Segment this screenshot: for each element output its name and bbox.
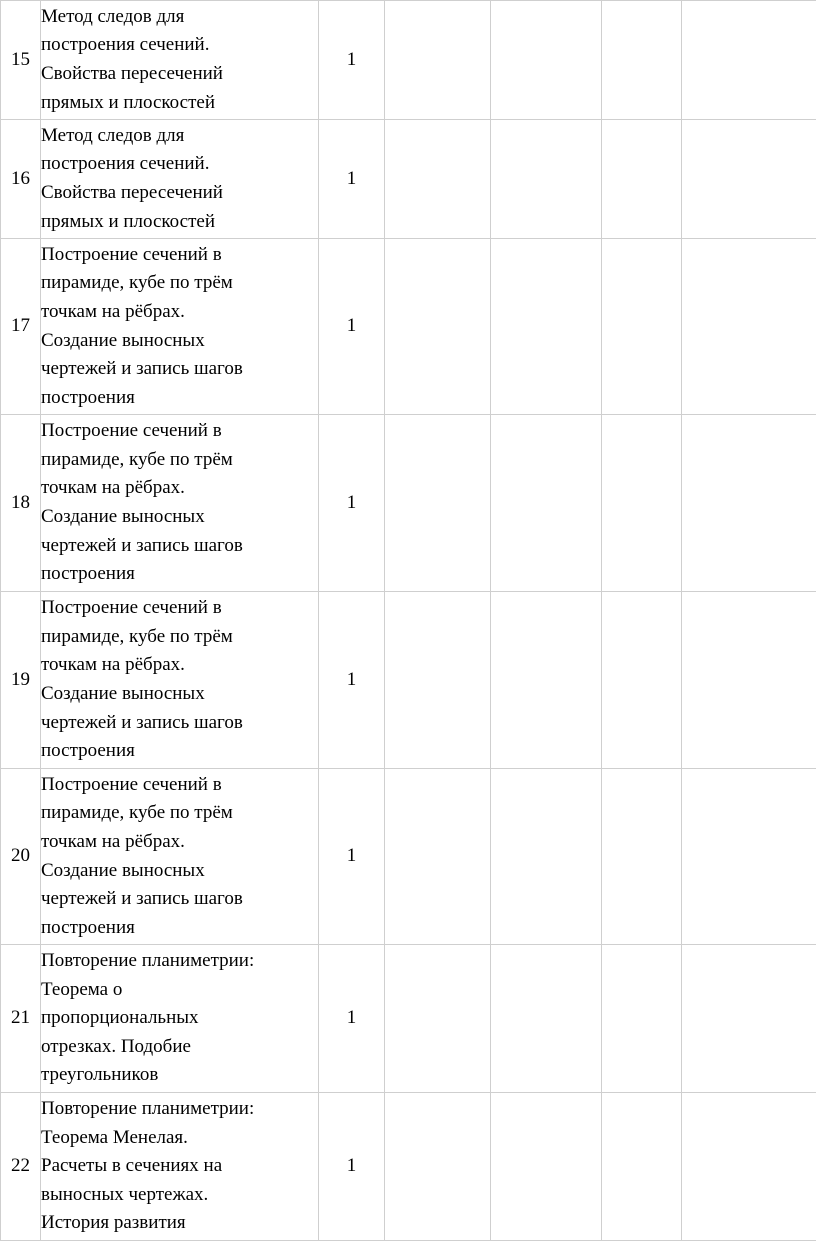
- table-row: [1, 769, 816, 945]
- lesson-topic-line: Создание выносных: [41, 329, 205, 351]
- lesson-hours: 1: [319, 1093, 385, 1241]
- lesson-topic-line: построения: [41, 740, 135, 762]
- lesson-topic-line: Построение сечений в: [41, 597, 222, 619]
- lesson-topic: [41, 1, 319, 120]
- notes-cell: [602, 769, 682, 945]
- lesson-topic-line: пирамиде, кубе по трём: [41, 272, 233, 294]
- planned-date-cell: [385, 945, 491, 1093]
- lesson-topic-line: Построение сечений в: [41, 243, 222, 265]
- lesson-topic-line: треугольников: [41, 1064, 159, 1086]
- lesson-topic-line: точкам на рёбрах.: [41, 654, 185, 676]
- planned-date-cell: [385, 1093, 491, 1241]
- lesson-topic: [41, 1093, 319, 1241]
- actual-date-cell: [491, 120, 602, 239]
- extra-cell: [682, 239, 816, 415]
- lesson-number: 21: [1, 945, 41, 1093]
- lesson-topic-line: пирамиде, кубе по трём: [41, 802, 233, 824]
- lesson-topic-line: прямых и плоскостей: [41, 91, 215, 113]
- lesson-topic-line: чертежей и запись шагов: [41, 358, 243, 380]
- lesson-topic-line: чертежей и запись шагов: [41, 711, 243, 733]
- lesson-hours: 1: [319, 1, 385, 120]
- lesson-number: 22: [1, 1093, 41, 1241]
- lesson-hours: 1: [319, 120, 385, 239]
- lesson-hours: 1: [319, 945, 385, 1093]
- lesson-topic-line: построения: [41, 563, 135, 585]
- table-row: [1, 415, 816, 592]
- lesson-topic-line: Построение сечений в: [41, 773, 222, 795]
- planned-date-cell: [385, 1, 491, 120]
- lesson-topic-line: Повторение планиметрии:: [41, 950, 255, 972]
- lesson-plan-body: [1, 1, 816, 1241]
- lesson-topic-line: Теорема о: [41, 978, 123, 1000]
- lesson-hours: 1: [319, 415, 385, 592]
- lesson-hours: 1: [319, 239, 385, 415]
- table-row: [1, 120, 816, 239]
- lesson-number: 20: [1, 769, 41, 945]
- lesson-topic: [41, 120, 319, 239]
- table-row: [1, 239, 816, 415]
- lesson-topic-line: Свойства пересечений: [41, 63, 223, 84]
- actual-date-cell: [491, 592, 602, 769]
- planned-date-cell: [385, 415, 491, 592]
- table-row: [1, 945, 816, 1093]
- lesson-topic-line: пирамиде, кубе по трём: [41, 448, 233, 470]
- lesson-number: 16: [1, 120, 41, 239]
- notes-cell: [602, 239, 682, 415]
- lesson-hours: 1: [319, 769, 385, 945]
- lesson-topic-line: Расчеты в сечениях на: [41, 1155, 223, 1177]
- actual-date-cell: [491, 1093, 602, 1241]
- actual-date-cell: [491, 415, 602, 592]
- lesson-topic-line: построения: [41, 386, 135, 408]
- extra-cell: [682, 415, 816, 592]
- lesson-topic-line: Свойства пересечений: [41, 182, 223, 203]
- lesson-topic-line: пропорциональных: [41, 1007, 199, 1029]
- extra-cell: [682, 1, 816, 120]
- actual-date-cell: [491, 769, 602, 945]
- notes-cell: [602, 120, 682, 239]
- lesson-topic-line: прямых и плоскостей: [41, 210, 215, 232]
- lesson-topic-line: построения сечений.: [41, 34, 210, 56]
- lesson-topic-line: Создание выносных: [41, 683, 205, 704]
- lesson-topic: [41, 415, 319, 592]
- planned-date-cell: [385, 769, 491, 945]
- table-row: [1, 1, 816, 120]
- lesson-topic-line: Создание выносных: [41, 506, 205, 527]
- extra-cell: [682, 945, 816, 1093]
- lesson-topic-line: чертежей и запись шагов: [41, 534, 243, 556]
- lesson-topic-line: Теорема Менелая.: [41, 1126, 188, 1148]
- planned-date-cell: [385, 239, 491, 415]
- planned-date-cell: [385, 120, 491, 239]
- lesson-topic: [41, 769, 319, 945]
- lesson-topic-line: выносных чертежах.: [41, 1183, 209, 1205]
- lesson-number: 17: [1, 239, 41, 415]
- lesson-topic-line: отрезках. Подобие: [41, 1035, 191, 1057]
- notes-cell: [602, 1093, 682, 1241]
- lesson-topic-line: История развития: [41, 1212, 186, 1234]
- notes-cell: [602, 592, 682, 769]
- lesson-topic: [41, 945, 319, 1093]
- notes-cell: [602, 1, 682, 120]
- lesson-topic: [41, 239, 319, 415]
- notes-cell: [602, 415, 682, 592]
- lesson-topic-line: Создание выносных: [41, 859, 205, 881]
- table-row: [1, 1093, 816, 1241]
- actual-date-cell: [491, 239, 602, 415]
- lesson-topic-line: точкам на рёбрах.: [41, 300, 185, 322]
- lesson-number: 15: [1, 1, 41, 120]
- actual-date-cell: [491, 945, 602, 1093]
- lesson-number: 19: [1, 592, 41, 769]
- lesson-topic-line: точкам на рёбрах.: [41, 830, 185, 852]
- lesson-hours: 1: [319, 592, 385, 769]
- extra-cell: [682, 1093, 816, 1241]
- lesson-topic-line: пирамиде, кубе по трём: [41, 625, 233, 647]
- lesson-topic-line: Построение сечений в: [41, 420, 222, 442]
- lesson-topic-line: Метод следов для: [41, 5, 185, 27]
- lesson-topic: [41, 592, 319, 769]
- lesson-number: 18: [1, 415, 41, 592]
- extra-cell: [682, 120, 816, 239]
- planned-date-cell: [385, 592, 491, 769]
- lesson-topic-line: Метод следов для: [41, 124, 185, 146]
- actual-date-cell: [491, 1, 602, 120]
- extra-cell: [682, 769, 816, 945]
- notes-cell: [602, 945, 682, 1093]
- extra-cell: [682, 592, 816, 769]
- lesson-topic-line: точкам на рёбрах.: [41, 477, 185, 499]
- lesson-topic-line: чертежей и запись шагов: [41, 888, 243, 910]
- lesson-topic-line: Повторение планиметрии:: [41, 1098, 255, 1120]
- lesson-topic-line: построения сечений.: [41, 153, 210, 175]
- lesson-topic-line: построения: [41, 916, 135, 938]
- table-row: [1, 592, 816, 769]
